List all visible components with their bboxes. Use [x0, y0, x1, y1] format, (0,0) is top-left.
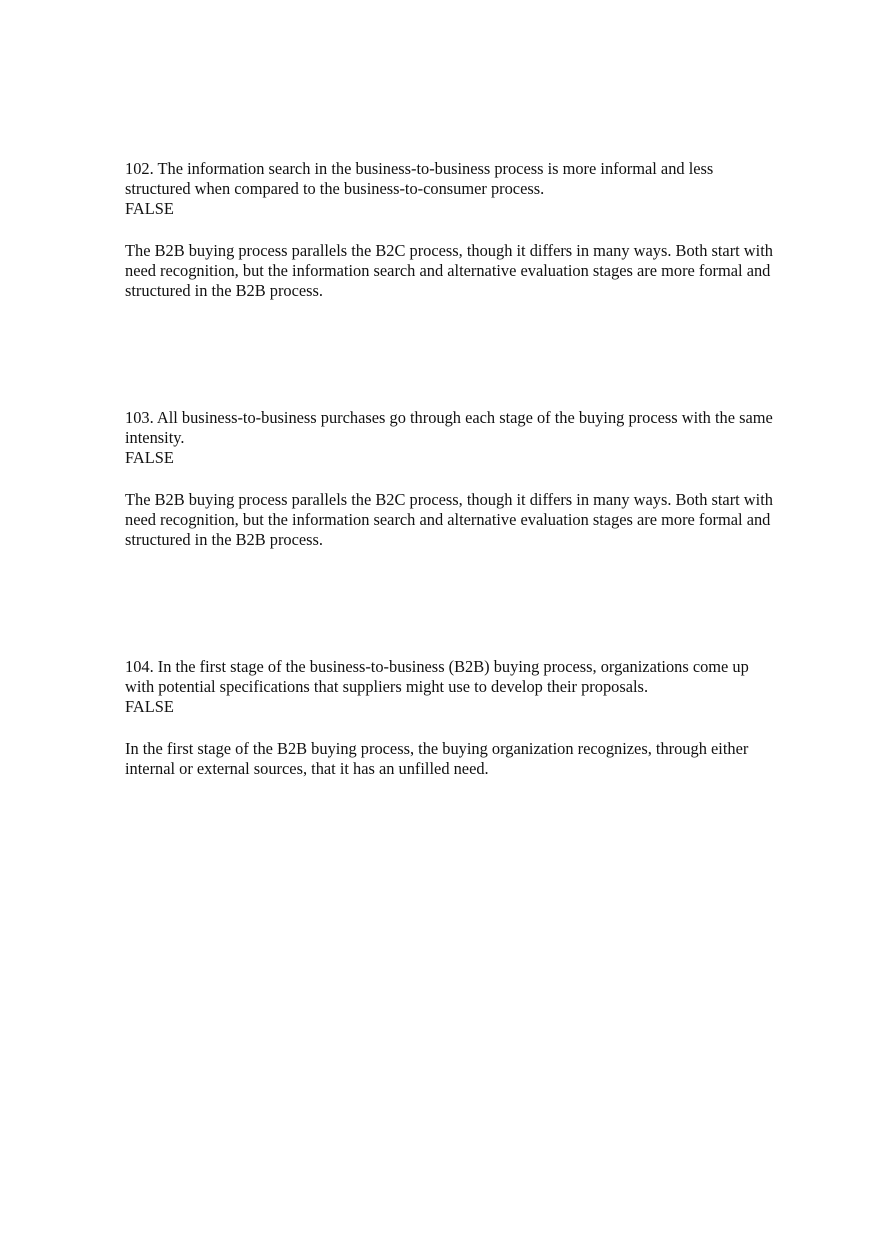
explanation-text: The B2B buying process parallels the B2C process, though it differs in many ways. Both start with need recognition, but the information search and alternative evaluation stages are more formal and structured in the B2B process.	[125, 241, 773, 300]
question-text: 102. The information search in the business-to-business process is more informal and less structured when compared to the business-to-consumer process.	[125, 159, 714, 198]
question-block-103	[125, 408, 775, 550]
question-block-104	[125, 657, 775, 779]
explanation-text: The B2B buying process parallels the B2C process, though it differs in many ways. Both start with need recognition, but the information search and alternative evaluation stages are more formal and structured in the B2B process.	[125, 490, 773, 549]
answer-text: FALSE	[125, 697, 174, 716]
question-text: 104. In the first stage of the business-to-business (B2B) buying process, organizations come up with potential specifications that suppliers might use to develop their proposals.	[125, 657, 749, 696]
answer-text: FALSE	[125, 448, 174, 467]
question-text: 103. All business-to-business purchases go through each stage of the buying process with the same intensity.	[125, 408, 773, 447]
answer-text: FALSE	[125, 199, 174, 218]
question-block-102	[125, 159, 775, 301]
explanation-text: In the first stage of the B2B buying process, the buying organization recognizes, through either internal or external sources, that it has an unfilled need.	[125, 739, 749, 778]
